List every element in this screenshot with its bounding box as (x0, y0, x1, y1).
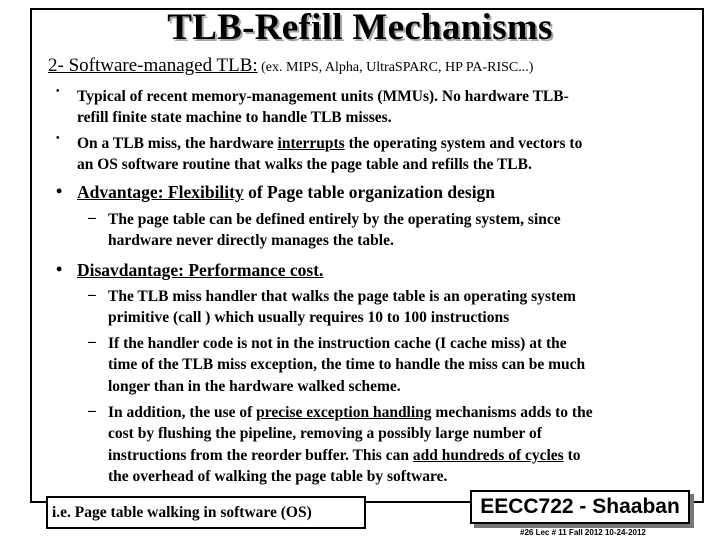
dash: – (88, 209, 96, 226)
bullet-dot: • (56, 133, 60, 144)
bullet-2-pre: On a TLB miss, the hardware (77, 135, 278, 152)
bullet-2-post: the operating system and vectors to (344, 135, 583, 152)
item-3-line-3-pre: instructions from the reorder buffer. This can (108, 446, 413, 464)
disadvantage-heading (77, 259, 323, 281)
slide-title: TLB-Refill Mechanisms (167, 7, 553, 48)
dash: – (88, 402, 96, 419)
item-3-line-2: cost by flushing the pipeline, removing a possibly large number of (108, 425, 542, 443)
advantage-heading (77, 181, 495, 203)
bullet-dot: • (56, 86, 60, 97)
item-3-line-3 (108, 445, 593, 466)
bullet-2-line-1 (77, 133, 582, 154)
item-3-hundreds-cycles: add hundreds of cycles (412, 446, 564, 464)
item-3-post: mechanisms adds to the (431, 404, 593, 421)
item-3-pre: In addition, the use of (108, 404, 257, 421)
item-1-line-2: primitive (call ) which usually requires 10 to 100 instructions (108, 309, 510, 327)
advantage-label: Advantage: Flexibility (77, 182, 244, 202)
advantage-sub-line-1: The page table can be defined entirely by the operating system, since (108, 211, 561, 228)
dash: – (88, 286, 96, 303)
bullet-2-text (77, 133, 582, 175)
disadvantage-item-2 (108, 333, 585, 397)
bullet-dot: • (56, 181, 63, 201)
item-3-line-1 (108, 402, 593, 423)
slide-footer: #26 Lec # 11 Fall 2012 10-24-2012 (520, 528, 646, 537)
item-2-line-3: longer than in the hardware walked scheme. (108, 377, 401, 395)
advantage-rest: of Page table organization design (243, 182, 496, 202)
item-3-line-3-post: to (563, 446, 581, 464)
bullet-2-interrupts: interrupts (277, 135, 345, 152)
section-heading-examples: (ex. MIPS, Alpha, UltraSPARC, HP PA-RISC...) (257, 60, 534, 75)
section-heading-main: 2- Software-managed TLB: (48, 55, 258, 76)
bullet-dot: • (56, 259, 63, 279)
disadvantage-label: Disavdantage: Performance cost. (77, 260, 324, 280)
item-2-line-1: If the handler code is not in the instruction cache (I cache miss) at the (108, 335, 567, 352)
disadvantage-item-3 (108, 402, 593, 487)
bullet-1-text (77, 86, 569, 128)
bullet-1-line-2: refill finite state machine to handle TLB misses. (77, 109, 392, 126)
item-2-line-2: time of the TLB miss exception, the time to handle the miss can be much (108, 356, 586, 374)
course-badge: EECC722 - Shaaban (470, 490, 690, 524)
advantage-sub-line-2: hardware never directly manages the table. (108, 232, 394, 250)
advantage-sub (108, 209, 561, 252)
disadvantage-item-1 (108, 286, 576, 329)
bullet-2-line-2: an OS software routine that walks the page table and refills the TLB. (77, 156, 532, 173)
section-heading (48, 55, 533, 77)
dash: – (88, 333, 96, 350)
bullet-1-line-1: Typical of recent memory-management units (MMUs). No hardware TLB- (77, 88, 569, 105)
note-box: i.e. Page table walking in software (OS) (46, 496, 366, 529)
item-1-line-1: The TLB miss handler that walks the page table is an operating system (108, 288, 576, 305)
item-3-line-4: the overhead of walking the page table by software. (108, 467, 448, 485)
item-3-precise-exception: precise exception handling (256, 404, 432, 421)
